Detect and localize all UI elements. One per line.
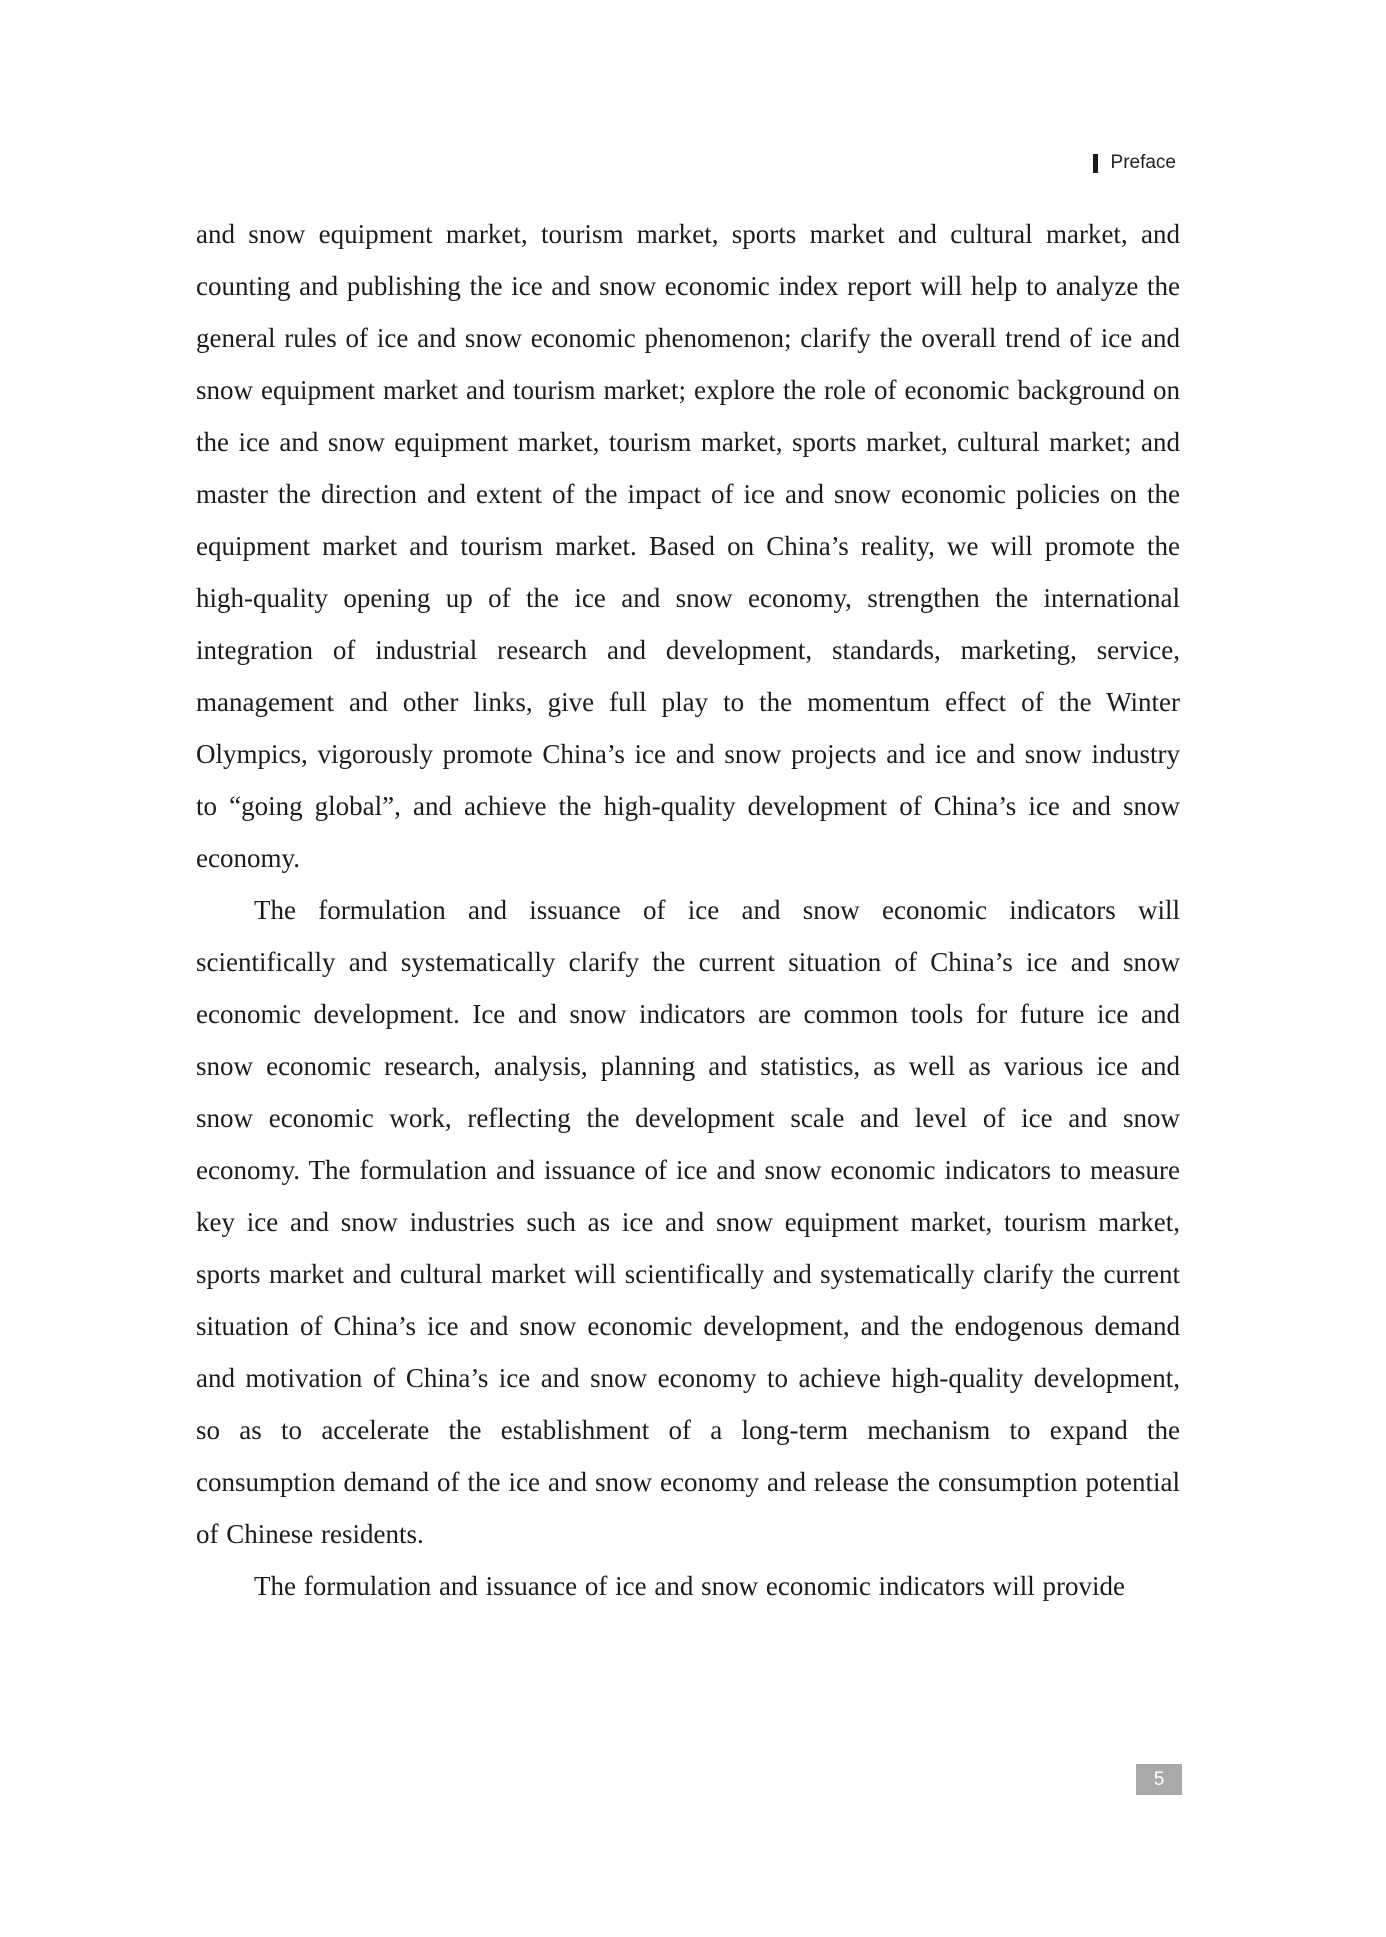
running-header xyxy=(1093,152,1176,174)
paragraph-continued: and snow equipment market, tourism market, sports market and cultural market, and counting and publishing the ice and snow economic index report will help to analyze the general rules of ice and snow economic phenomenon; clarify the overall trend of ice and snow equipment market and tourism market; explore the role of economic background on the ice and snow equipment market, tourism market, sports market, cultural market; and master the direction and extent of the impact of ice and snow economic policies on the equipment market and tourism market. Based on China’s reality, we will promote the high-quality opening up of the ice and snow economy, strengthen the international integration of industrial research and development, standards, marketing, service, management and other links, give full play to the momentum effect of the Winter Olympics, vigorously promote China’s ice and snow projects and ice and snow industry to “going global”, and achieve the high-quality development of China’s ice and snow economy. xyxy=(196,219,1180,873)
page-number: 5 xyxy=(1136,1764,1182,1795)
paragraph: The formulation and issuance of ice and snow economic indicators will provide xyxy=(254,1571,1126,1601)
paragraph: The formulation and issuance of ice and snow economic indicators will scientifically and systematically clarify the current situation of China’s ice and snow economic development. Ice and snow indicators are common tools for future ice and snow economic research, analysis, planning and statistics, as well as various ice and snow economic work, reflecting the development scale and level of ice and snow economy. The formulation and issuance of ice and snow economic indicators to measure key ice and snow industries such as ice and snow equipment market, tourism market, sports market and cultural market will scientifically and systematically clarify the current situation of China’s ice and snow economic development, and the endogenous demand and motivation of China’s ice and snow economy to achieve high-quality development, so as to accelerate the establishment of a long-term mechanism to expand the consumption demand of the ice and snow economy and release the consumption potential of Chinese residents. xyxy=(196,895,1180,1549)
section-title: Preface xyxy=(1110,152,1176,173)
body-text xyxy=(196,208,1180,1612)
header-marker-bar xyxy=(1093,154,1098,173)
